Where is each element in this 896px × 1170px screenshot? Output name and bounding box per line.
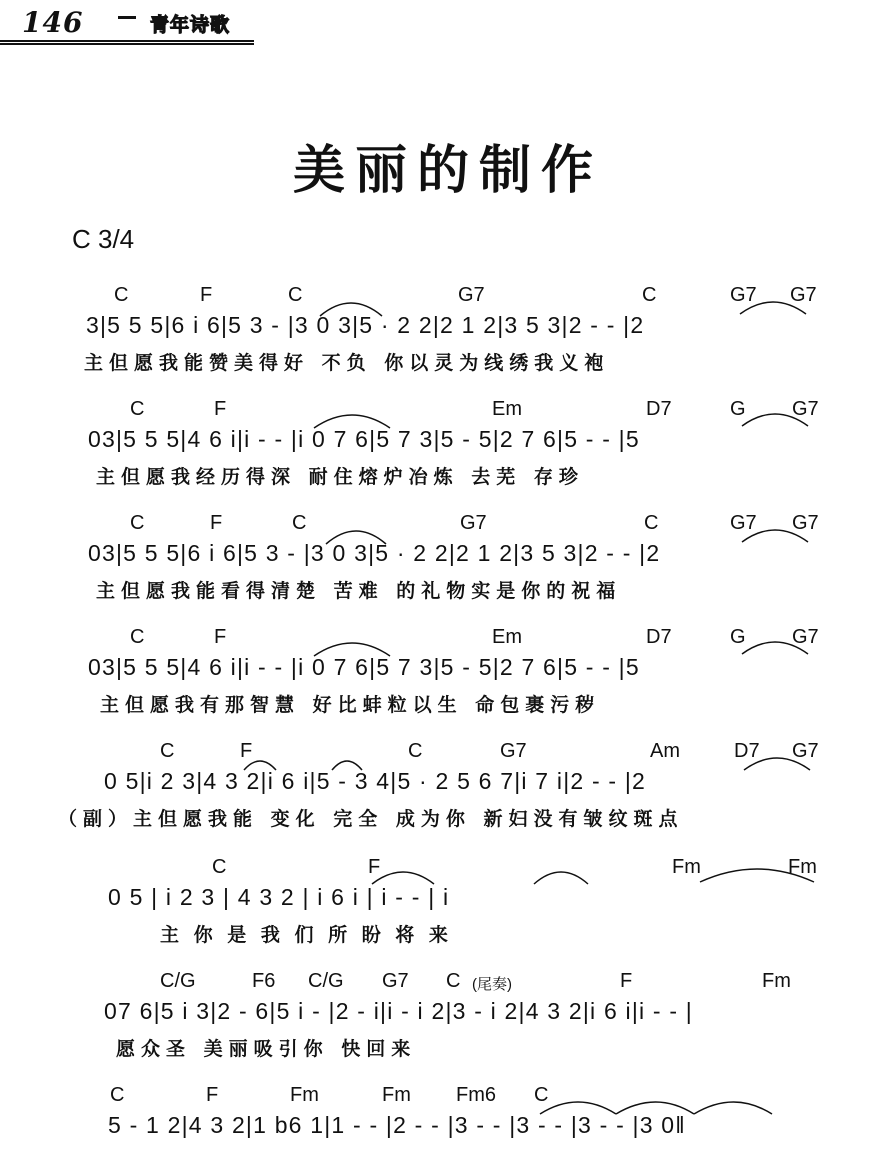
lyrics-line: 主 你 是 我 们 所 盼 将 来 <box>160 924 452 946</box>
notation-line: 03|5 5 5|6 i 6|5 3 - |3 0 3|5 · 2 2|2 1 2|3 5 3|2 - - |2 <box>88 540 661 566</box>
chord-symbol: C <box>288 284 303 306</box>
header-rule <box>0 40 254 42</box>
chord-symbol: F <box>200 284 213 306</box>
chord-symbol: G7 <box>730 284 757 306</box>
chord-symbol: C <box>110 1084 125 1106</box>
chord-symbol: F6 <box>252 970 276 992</box>
chord-symbol: G7 <box>500 740 527 762</box>
chord-symbol: F <box>214 626 227 648</box>
notation-line: 0 5|i 2 3|4 3 2|i 6 i|5 - 3 4|5 · 2 5 6 7|i 7 i|2 - - |2 <box>104 768 647 794</box>
chord-symbol: C <box>534 1084 549 1106</box>
tie-slur <box>370 864 436 886</box>
tie-slur <box>740 634 810 656</box>
notation-line: 03|5 5 5|4 6 i|i - - |i 0 7 6|5 7 3|5 - 5|2 7 6|5 - - |5 <box>88 654 640 680</box>
chord-symbol: C <box>130 398 145 420</box>
chord-annotation: (尾奏) <box>472 976 512 993</box>
chord-symbol: Fm <box>788 856 817 878</box>
tie-slur <box>742 750 812 772</box>
chord-symbol: C <box>130 626 145 648</box>
chord-symbol: Fm6 <box>456 1084 496 1106</box>
lyrics-line: 愿众圣 美丽吸引你 快回来 <box>116 1038 417 1060</box>
chord-symbol: Fm <box>672 856 701 878</box>
chord-symbol: G7 <box>730 512 757 534</box>
lyrics-line: 主但愿我有那智慧 好比蚌粒以生 命包裹污秽 <box>100 694 601 716</box>
chord-symbol: Fm <box>382 1084 411 1106</box>
page-number: 146 <box>22 6 84 39</box>
header-rule <box>0 43 254 45</box>
chord-symbol: D7 <box>646 626 672 648</box>
key-signature: C 3/4 <box>72 224 135 254</box>
chord-symbol: C <box>644 512 659 534</box>
chord-symbol: F <box>214 398 227 420</box>
chord-symbol: C <box>642 284 657 306</box>
notation-line: 5 - 1 2|4 3 2|1 b6 1|1 - - |2 - - |3 - - |3 - - |3 - - |3 0‖ <box>108 1112 686 1138</box>
notation-line: 07 6|5 i 3|2 - 6|5 i - |2 - i|i - i 2|3 - i 2|4 3 2|i 6 i|i - - | <box>104 998 693 1024</box>
page-header <box>0 0 256 44</box>
series-title: 青年诗歌 <box>150 14 231 36</box>
chord-symbol: F <box>240 740 253 762</box>
chord-symbol: C <box>160 740 175 762</box>
chord-symbol: F <box>210 512 223 534</box>
chord-row <box>0 970 896 998</box>
chord-symbol: Am <box>650 740 680 762</box>
chord-symbol: G7 <box>792 626 819 648</box>
chord-symbol: C <box>130 512 145 534</box>
chord-symbol: C <box>114 284 129 306</box>
tie-slur <box>698 862 816 884</box>
chord-symbol: G7 <box>792 740 819 762</box>
chord-symbol: F <box>206 1084 219 1106</box>
chord-symbol: D7 <box>734 740 760 762</box>
chord-symbol: G7 <box>458 284 485 306</box>
chord-symbol: Fm <box>290 1084 319 1106</box>
chord-symbol: G7 <box>460 512 487 534</box>
tie-slur <box>740 522 810 544</box>
chord-symbol: C/G <box>308 970 344 992</box>
chord-symbol: G <box>730 626 746 648</box>
chord-symbol: D7 <box>646 398 672 420</box>
chord-symbol: C/G <box>160 970 196 992</box>
chord-symbol: G7 <box>792 398 819 420</box>
song-title: 美丽的制作 <box>292 140 603 201</box>
notation-line: 0 5 | i 2 3 | 4 3 2 | i 6 i | i - - | i <box>108 884 450 910</box>
chord-symbol: C <box>292 512 307 534</box>
chord-symbol: Em <box>492 398 522 420</box>
chord-symbol: F <box>368 856 381 878</box>
lyrics-line: 主但愿我能看得清楚 苦难 的礼物实是你的祝福 <box>96 580 622 602</box>
lyrics-line: 主但愿我经历得深 耐住熔炉冶炼 去芜 存珍 <box>96 466 584 488</box>
chord-symbol: G7 <box>382 970 409 992</box>
chord-symbol: C <box>446 970 461 992</box>
header-separator <box>118 16 136 19</box>
chord-symbol: Em <box>492 626 522 648</box>
tie-slur <box>532 864 590 886</box>
chord-symbol: Fm <box>762 970 791 992</box>
chord-symbol: G <box>730 398 746 420</box>
lyrics-line: （副）主但愿我能 变化 完全 成为你 新妇没有皱纹斑点 <box>58 808 684 830</box>
lyrics-line: 主但愿我能赞美得好 不负 你以灵为线绣我义袍 <box>84 352 610 374</box>
chord-symbol: F <box>620 970 633 992</box>
chord-symbol: G7 <box>790 284 817 306</box>
chord-symbol: G7 <box>792 512 819 534</box>
chord-symbol: C <box>408 740 423 762</box>
tie-slur <box>738 294 808 316</box>
notation-line: 03|5 5 5|4 6 i|i - - |i 0 7 6|5 7 3|5 - 5|2 7 6|5 - - |5 <box>88 426 640 452</box>
chord-symbol: C <box>212 856 227 878</box>
notation-line: 3|5 5 5|6 i 6|5 3 - |3 0 3|5 · 2 2|2 1 2|3 5 3|2 - - |2 <box>86 312 645 338</box>
tie-slur <box>740 406 810 428</box>
